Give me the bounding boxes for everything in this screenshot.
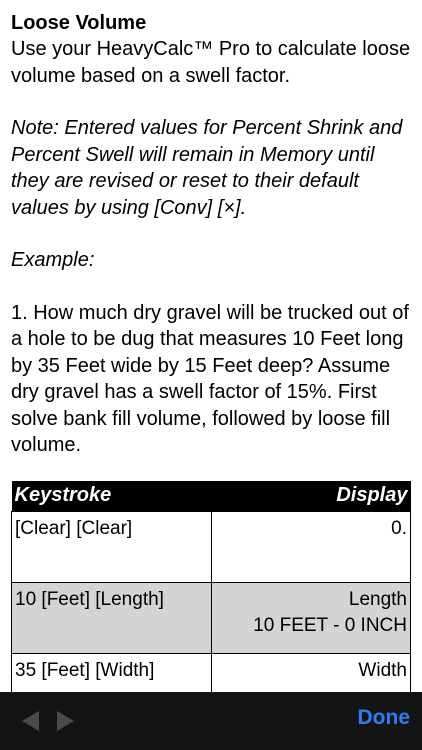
display-line: Length	[348, 588, 407, 610]
display-line: 0.	[391, 517, 407, 539]
note-text: Note: Entered values for Percent Shrink and Percent Swell will remain in Memory until they are revised or reset to their default values by using [Conv] [×].	[11, 117, 403, 219]
example-label: Example:	[11, 249, 95, 271]
display-cell	[211, 511, 411, 582]
keystroke-cell: 10 [Feet] [Length]	[12, 582, 212, 653]
page-title: Loose Volume	[11, 12, 147, 34]
back-arrow-icon[interactable]	[22, 711, 39, 731]
display-column-header: Display	[211, 481, 411, 512]
done-button[interactable]: Done	[357, 706, 410, 729]
display-line: Width	[358, 659, 407, 681]
table-row	[12, 511, 411, 582]
table-row	[12, 653, 411, 692]
table-row	[12, 582, 411, 653]
keystroke-cell: [Clear] [Clear]	[12, 511, 212, 582]
intro-text: Use your HeavyCalc™ Pro to calculate loose volume based on a swell factor.	[11, 38, 411, 87]
keystroke-table	[11, 481, 411, 693]
forward-arrow-icon[interactable]	[57, 711, 74, 731]
display-line: 10 FEET - 0 INCH	[253, 614, 407, 636]
display-cell	[211, 653, 411, 692]
table-header-row	[12, 481, 411, 512]
keystroke-column-header: Keystroke	[12, 481, 212, 512]
keystroke-cell: 35 [Feet] [Width]	[12, 653, 212, 692]
bottom-toolbar	[0, 692, 422, 750]
display-cell	[211, 582, 411, 653]
example-question: 1. How much dry gravel will be trucked out of a hole to be dug that measures 10 Feet long by 35 Feet wide by 15 Feet deep? Assume dry gravel has a swell factor of 15%. First solve bank fill volume, followed by loose fill volume.	[11, 301, 409, 456]
